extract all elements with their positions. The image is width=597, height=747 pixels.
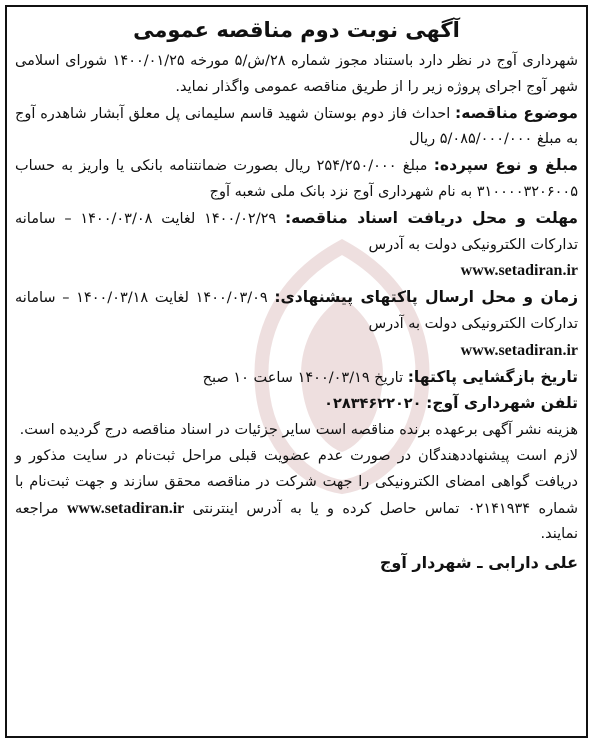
docs-section [15, 206, 578, 259]
page-title: آگهی نوبت دوم مناقصه عمومی [133, 18, 460, 42]
deposit-label: مبلغ و نوع سپرده: [433, 156, 579, 175]
phone-number: ۰۲۸۳۴۶۲۲۰۲۰ [324, 396, 422, 413]
submit-label: زمان و محل ارسال پاکتهای پیشنهادی: [274, 288, 579, 307]
submit-url-line [15, 338, 578, 365]
cost-note: هزینه نشر آگهی برعهده برنده مناقصه است سایر جزئیات در اسناد مناقصه درج گردیده است. [19, 422, 578, 439]
requirement-text-after: مراجعه نمایند. [15, 500, 578, 543]
docs-url-line [15, 258, 578, 285]
subject-section [15, 101, 578, 154]
opening-label: تاریخ بازگشایی پاکتها: [407, 367, 578, 386]
opening-text: تاریخ ۱۴۰۰/۰۳/۱۹ ساعت ۱۰ صبح [202, 369, 404, 386]
subject-text: احداث فاز دوم بوستان شهید قاسم سلیمانی پل معلق آبشار شاهدره آوج به مبلغ ۵/۰۸۵/۰۰۰/۰۰۰ ریال [15, 105, 578, 148]
requirement-text-before: لازم است پیشنهاددهندگان در صورت عدم عضویت قبلی مراحل ثبت‌نام در سایت مذکور و دریافت گواهی امضای الکترونیکی را جهت شرکت در مناقصه محقق سازند و جهت ثبت‌نام با شماره ۰۲۱۴۱۹۳۴ تماس حاصل کرده و یا به آدرس اینترنتی [15, 447, 579, 517]
opening-section [15, 365, 578, 392]
phone-label: تلفن شهرداری آوج: [426, 394, 578, 413]
requirement-paragraph [15, 444, 578, 548]
submit-url-link[interactable]: www.setadiran.ir [460, 341, 578, 359]
signature: علی دارابی ـ شهردار آوج [379, 553, 578, 573]
phone-section [15, 391, 578, 418]
docs-url-link[interactable]: www.setadiran.ir [460, 262, 578, 280]
requirement-url-link[interactable]: www.setadiran.ir [66, 499, 185, 517]
notice-content [15, 13, 578, 576]
subject-label: موضوع مناقصه: [455, 103, 578, 122]
notice-frame [5, 5, 588, 738]
docs-text: ۱۴۰۰/۰۲/۲۹ لغایت ۱۴۰۰/۰۳/۰۸ – سامانه تدارکات الکترونیکی دولت به آدرس [15, 210, 578, 253]
deposit-text: مبلغ ۲۵۴/۲۵۰/۰۰۰ ریال بصورت ضمانتنامه بانکی یا واریز به حساب ۳۱۰۰۰۰۳۲۰۶۰۰۵ به نام شهرداری آوج نزد بانک ملی شعبه آوج [15, 158, 578, 200]
deposit-section [15, 153, 578, 206]
submit-text: ۱۴۰۰/۰۳/۰۹ لغایت ۱۴۰۰/۰۳/۱۸ – سامانه تدارکات الکترونیکی دولت به آدرس [15, 290, 578, 332]
docs-label: مهلت و محل دریافت اسناد مناقصه: [284, 208, 579, 227]
intro-paragraph: شهرداری آوج در نظر دارد باستناد مجوز شماره ۲۸/ش/۵ مورخه ۱۴۰۰/۰۱/۲۵ شورای اسلامی شهر آوج اجرای پروژه زیر را از طریق مناقصه عمومی واگذار نماید. [15, 53, 579, 95]
submit-section [15, 285, 578, 338]
